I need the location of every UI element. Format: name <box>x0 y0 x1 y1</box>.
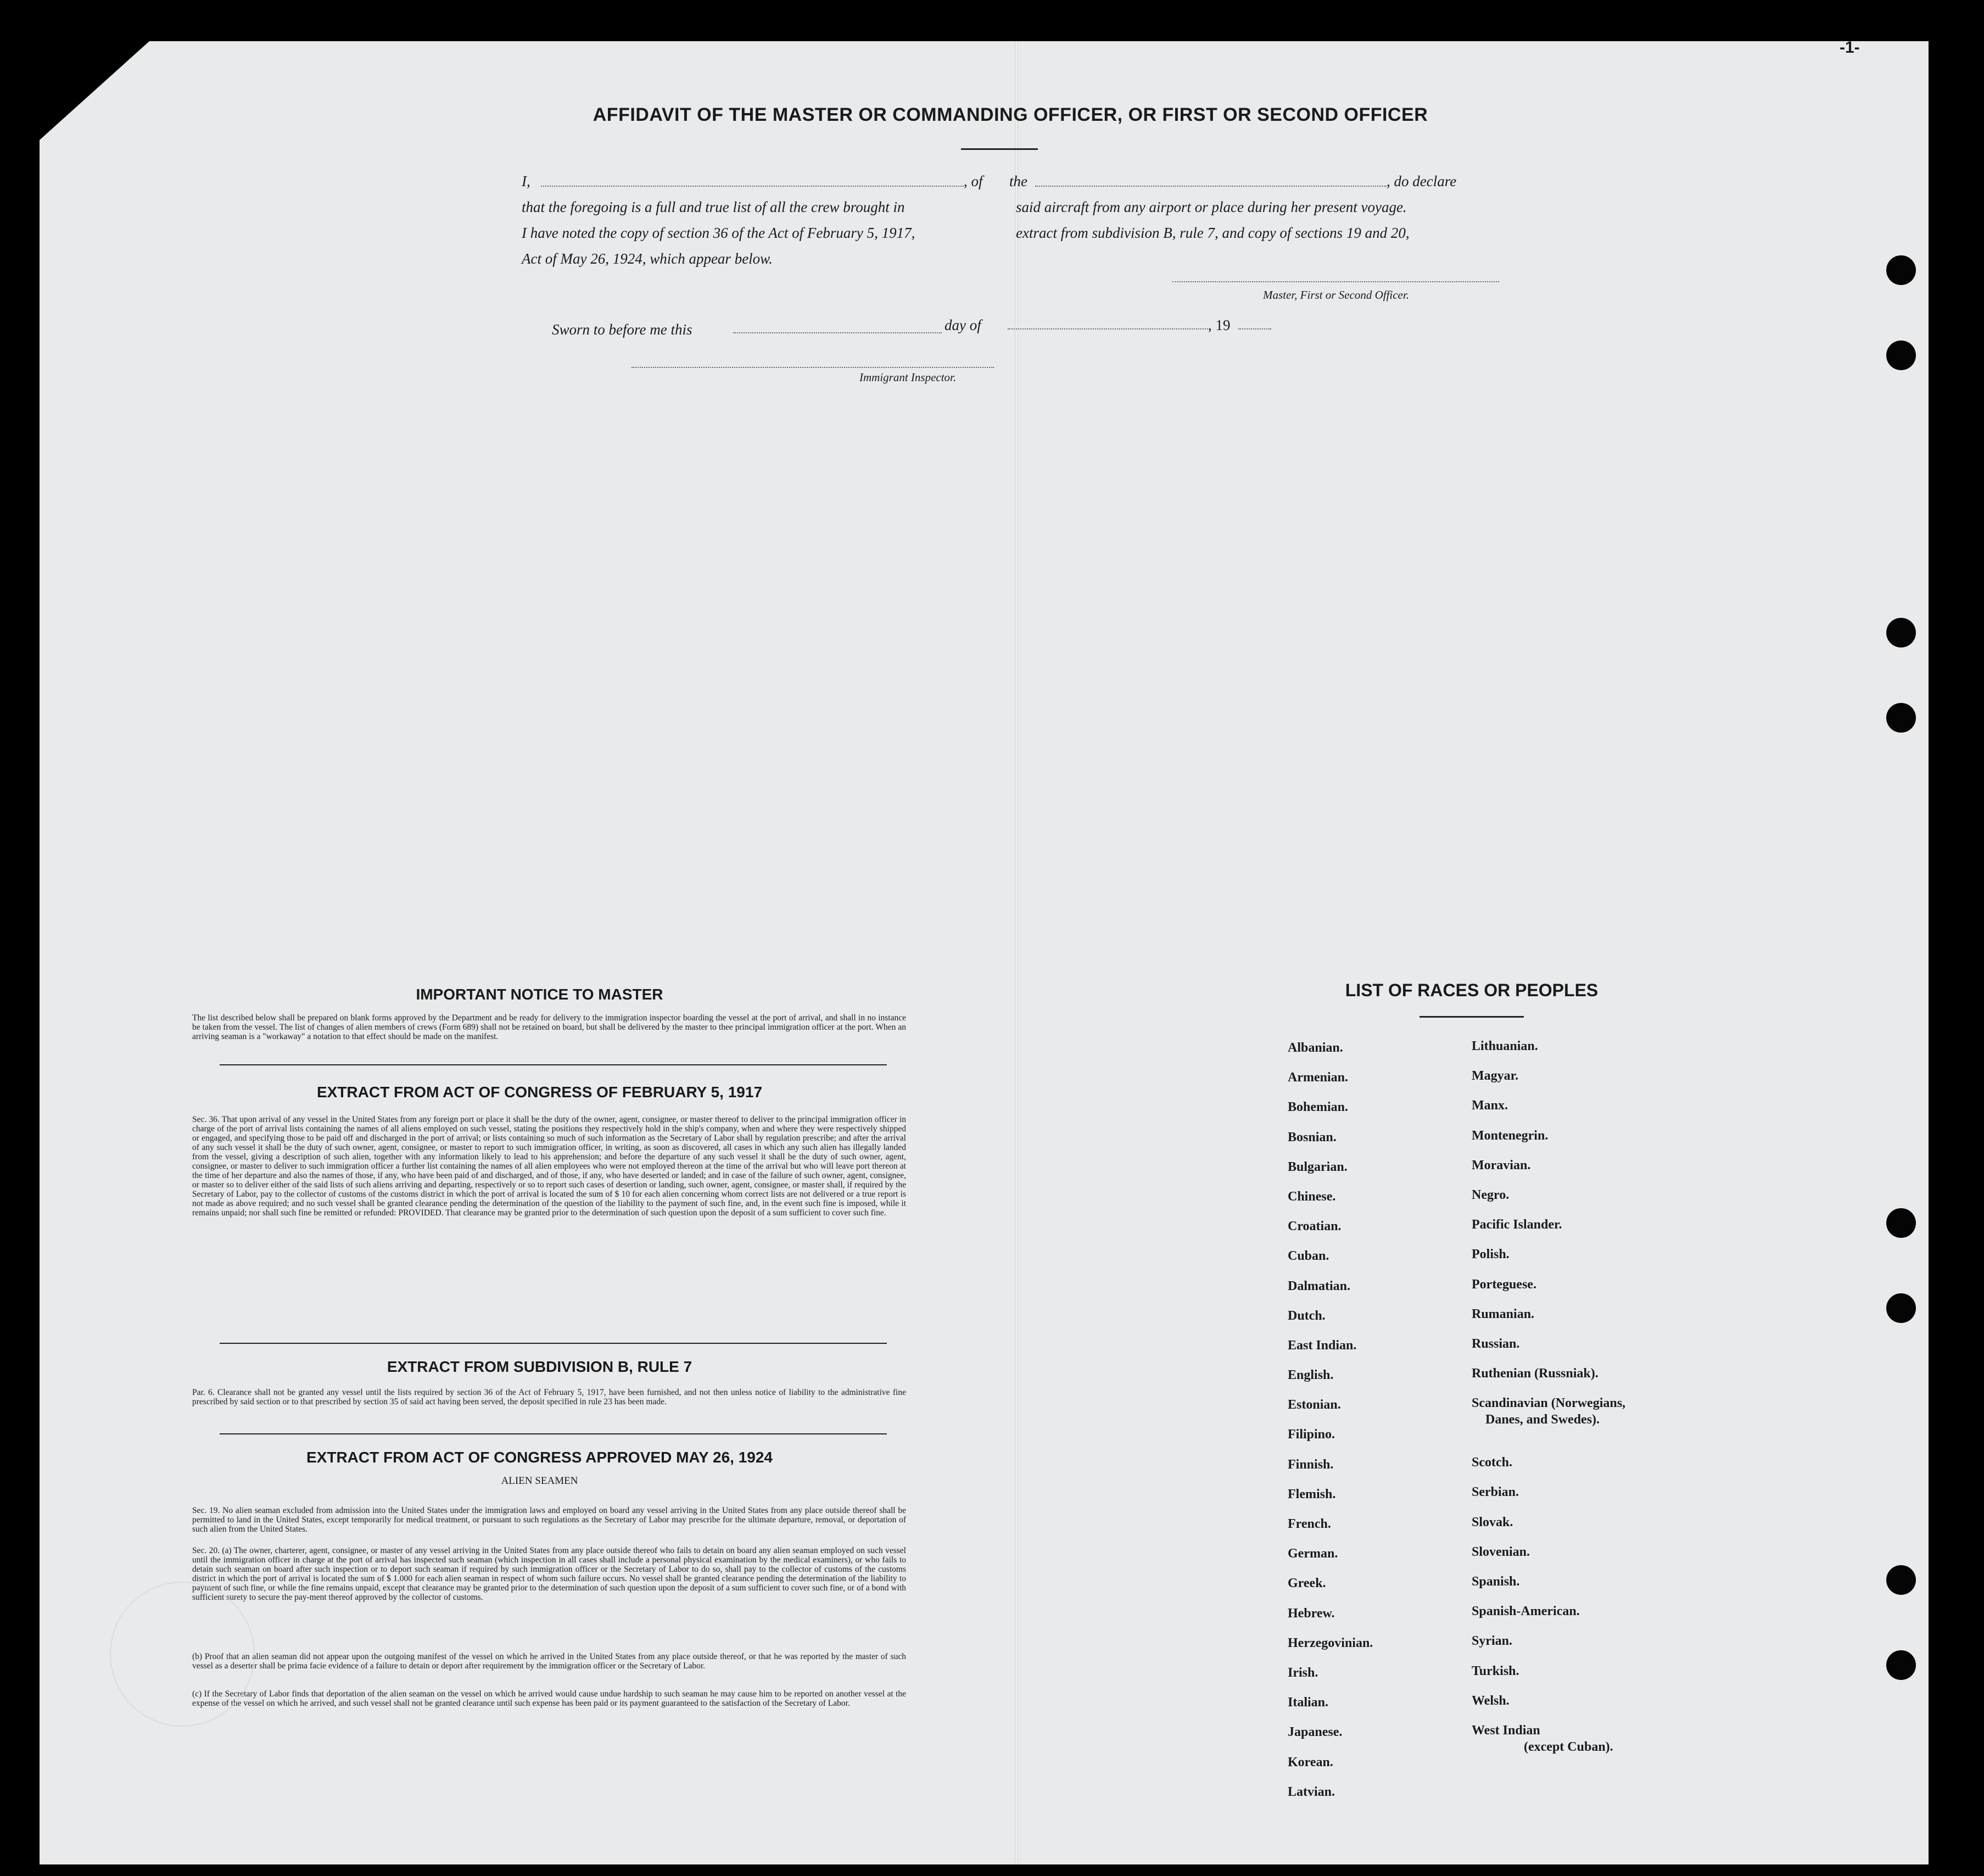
embossed-seal <box>110 1582 255 1727</box>
punch-hole <box>1886 255 1916 285</box>
races-rule <box>1419 1016 1524 1018</box>
affidavit-line2a: that the foregoing is a full and true list of all the crew brought in <box>522 199 905 215</box>
races-title: LIST OF RACES OR PEOPLES <box>1345 980 1599 1000</box>
master-signature-line <box>1172 281 1499 282</box>
extract-rule7-title: EXTRACT FROM SUBDIVISION B, RULE 7 <box>387 1358 692 1375</box>
race-item: Slovak. <box>1472 1515 1513 1529</box>
race-item: Ruthenian (Russniak). <box>1472 1366 1599 1381</box>
race-item: Albanian. <box>1288 1041 1343 1055</box>
extract-rule7-text: Par. 6. Clearance shall not be granted any vessel until the lists required by section 36 of the Act of February 5, 1917, have been furnished, and not then unless notice of liability to the administrative fine prescribed by said section or to that prescribed by section 35 of said act having been served, the deposit specified in rule 23 has been made. <box>192 1388 906 1406</box>
rule <box>220 1343 887 1344</box>
race-item: Rumanian. <box>1472 1307 1535 1321</box>
race-item: Armenian. <box>1288 1070 1348 1085</box>
race-item: Filipino. <box>1288 1427 1335 1442</box>
sworn-label: Sworn to before me this <box>552 321 692 338</box>
race-item: Serbian. <box>1472 1485 1519 1500</box>
title-rule <box>961 148 1038 150</box>
rule <box>220 1064 887 1065</box>
race-item: Japanese. <box>1288 1725 1343 1740</box>
race-item: Flemish. <box>1288 1487 1336 1501</box>
race-item: Dutch. <box>1288 1308 1326 1323</box>
extract-1917-title: EXTRACT FROM ACT OF CONGRESS OF FEBRUARY 5, 1917 <box>316 1084 763 1101</box>
punch-hole <box>1886 340 1916 370</box>
center-fold <box>1015 41 1018 1864</box>
extract-1924-sec20c: (c) If the Secretary of Labor finds that deportation of the alien seaman on the vessel on which he arrived would cause undue hardship to such seaman he may cause him to be reported on another vessel at the expense of the vessel on which he arrived, and such vessel shall not be granted clearance until such expense has been paid or its payment guaranteed to the satisfaction of the Secretary of Labor. <box>192 1689 906 1708</box>
race-item: Montenegrin. <box>1472 1128 1549 1143</box>
extract-1917-text: Sec. 36. That upon arrival of any vessel in the United States from any foreign port or place it shall be the duty of the owner, agent, consignee, or master thereof to deliver to the principal immigration officer in charge of the port of arrival lists containing the names of all aliens employed on such vessel, stating the positions they respectively hold in the ship's company, when and where they were respectively shipped or engaged, and specifying those to be paid off and discharged in the port of arrival; or lists containing so much of such information as the Secretary of Labor shall by regulation prescribe; and after the arrival of any such vessel it shall be the duty of such owner, agent, consignee, or master to report to such immigration officer, in writing, as soon as discovered, all cases in which any such alien has illegally landed from the vessel, giving a description of such alien, together with any information likely to lead to his apprehension; and before the departure of any such vessel it shall be the duty of such owner, agent, consignee, or master to deliver to such immigration officer a further list containing the names of all alien employees who were not employed thereon at the time of the arrival but who will leave port thereon at the time of her departure and also the names of those, if any, who have been paid of and discharged, and of those, if any, who have deserted or landed; and in case of the failure of such owner, agent, consignee, or master so to deliver either of the said lists of such aliens arriving and departing, respectively or so to report such cases of desertion or landing, such owner, agent, consignee, or master shall, if required by the Secretary of Labor, pay to the collector of customs of the customs district in which the port of arrival is located the sum of $ 10 for each alien concerning whom correct lists are not delivered or a true report is not made as above required; and no such vessel shall be granted clearance pending the determination of the question of the liability to the payment of such fine, and, in the event such fine is imposed, while it remains unpaid; nor shall such fine be remitted or refunded: PROVIDED. That clearance may be granted prior to the determination of such question upon the deposit of a sum sufficient to cover such fine. <box>192 1115 906 1218</box>
race-item: Porteguese. <box>1472 1277 1536 1292</box>
sworn-month-blank <box>1008 328 1208 330</box>
race-item: Cuban. <box>1288 1249 1329 1264</box>
race-item: Danes, and Swedes). <box>1485 1412 1600 1427</box>
race-item: Bosnian. <box>1288 1130 1337 1144</box>
race-item: Finnish. <box>1288 1457 1334 1472</box>
race-item: French. <box>1288 1517 1331 1531</box>
race-item: Turkish. <box>1472 1663 1519 1678</box>
affidavit-title: AFFIDAVIT OF THE MASTER OR COMMANDING OFFICER, OR FIRST OR SECOND OFFICER <box>593 104 1428 125</box>
race-item: Greek. <box>1288 1576 1326 1591</box>
extract-1924-sec19: Sec. 19. No alien seaman excluded from admission into the United States under the immigration laws and employed on board any vessel arriving in the United States from any place outside thereof shall be permitted to land in the United States, except temporarily for medical treatment, or pursuant to such regulations as the Secretary of Labor may prescribe for the ultimate departure, removal, or deportation of such alien from the United States. <box>192 1506 906 1534</box>
notice-title: IMPORTANT NOTICE TO MASTER <box>416 986 663 1003</box>
punch-hole <box>1886 703 1916 733</box>
races-left-column <box>1288 1041 1373 1814</box>
race-item: Latvian. <box>1288 1784 1335 1799</box>
races-right-column <box>1472 1039 1625 1769</box>
affidavit-line4: Act of May 26, 1924, which appear below. <box>522 250 773 267</box>
rule <box>220 1433 887 1434</box>
extract-1924-sec20a: Sec. 20. (a) The owner, charterer, agent, consignee, or master of any vessel arriving in the United States from any place outside thereof who fails to detain on board any alien seaman employed on such vessel until the immigration officer in charge at the port of arrival has inspected such seaman (which inspection in all cases shall include a personal physical examination by the medical examiners), or who fails to detain such seaman on board after such inspection or to deport such seaman if required by such immigration officer or the Secretary of Labor to do so, shall pay to the collector of customs of the customs district in which the port of arrival is located the sum of $ 1.000 for each alien seaman in respect of whom such failure occurs. No vessel shall be granted clearance pending the determination of the liability to payment of such fine, or while the fine remains unpaid, except that clearance may be granted prior to the determination of such question upon the deposit of a sum sufficient to cover such fine, or of a bond with sufficient surety to secure the pay-ment thereof approved by the collector of customs. <box>192 1546 906 1602</box>
race-item: Spanish. <box>1472 1575 1520 1589</box>
race-item: Magyar. <box>1472 1069 1519 1084</box>
affidavit-line3a: I have noted the copy of section 36 of the Act of February 5, 1917, <box>522 225 915 241</box>
affidavit-line2b: said aircraft from any airport or place during her present voyage. <box>1016 199 1407 215</box>
race-item: Croatian. <box>1288 1219 1342 1234</box>
race-item: Dalmatian. <box>1288 1278 1350 1293</box>
race-item: East Indian. <box>1288 1338 1357 1353</box>
race-item: (except Cuban). <box>1524 1739 1613 1754</box>
race-item: Polish. <box>1472 1247 1510 1262</box>
extract-1924-sec20b: (b) Proof that an alien seaman did not appear upon the outgoing manifest of the vessel on which he arrived in the United States from any place outside thereof, or that he was reported by the master of such vessel as a deserter shall be prima facie evidence of a failure to detain or deport after requirement by the immigration officer or the Secretary of Labor. <box>192 1652 906 1671</box>
race-item: Bohemian. <box>1288 1100 1349 1115</box>
extract-1924-subtitle: ALIEN SEAMEN <box>501 1475 578 1487</box>
race-item: Spanish-American. <box>1472 1604 1580 1619</box>
year-blank <box>1238 328 1271 330</box>
punch-hole <box>1886 618 1916 647</box>
race-item: Korean. <box>1288 1755 1333 1769</box>
notice-text: The list described below shall be prepared on blank forms approved by the Department and be ready for delivery to the immigration inspector boarding the vessel at the port of arrival, and shall in no instance be taken from the vessel. The list of changes of alien members of crews (Form 689) shall not be retained on board, but shall be delivered by the master to thee principal immigration officer at the port. When an arriving seaman is a "workaway" a notation to that effect should be made on the manifest. <box>192 1013 906 1041</box>
day-of-label: day of <box>945 317 981 333</box>
punch-hole <box>1886 1208 1916 1238</box>
race-item: West Indian <box>1472 1723 1540 1738</box>
race-item: Bulgarian. <box>1288 1159 1348 1174</box>
punch-hole <box>1886 1650 1916 1680</box>
extract-1924-title: EXTRACT FROM ACT OF CONGRESS APPROVED MAY 26, 1924 <box>306 1449 773 1466</box>
inspector-signature-line <box>631 367 994 368</box>
inspector-signature-label: Immigrant Inspector. <box>859 371 957 384</box>
name-blank <box>541 186 964 187</box>
race-item: Hebrew. <box>1288 1606 1335 1621</box>
punch-hole <box>1886 1565 1916 1595</box>
race-item: Estonian. <box>1288 1398 1341 1412</box>
affidavit-declare: , do declare <box>1387 173 1457 189</box>
affidavit-the: the <box>1009 173 1027 189</box>
race-item: Italian. <box>1288 1695 1329 1710</box>
race-item: Manx. <box>1472 1098 1508 1113</box>
race-item: Pacific Islander. <box>1472 1218 1562 1232</box>
year-label: , 19 <box>1208 317 1231 333</box>
affidavit-i: I, <box>522 173 530 189</box>
race-item: Irish. <box>1288 1665 1318 1680</box>
race-item: Scandinavian (Norwegians, <box>1472 1396 1626 1411</box>
race-item: Herzegovinian. <box>1288 1635 1373 1650</box>
punch-hole <box>1886 1293 1916 1323</box>
race-item: German. <box>1288 1546 1338 1561</box>
vessel-blank <box>1035 186 1387 187</box>
race-item: Scotch. <box>1472 1455 1512 1470</box>
folded-corner <box>40 41 149 140</box>
page-corner-mark: -1- <box>1840 38 1860 57</box>
race-item: Chinese. <box>1288 1189 1336 1204</box>
race-item: Moravian. <box>1472 1158 1531 1173</box>
race-item: English. <box>1288 1368 1334 1383</box>
race-item: Slovenian. <box>1472 1544 1530 1559</box>
affidavit-line3b: extract from subdivision B, rule 7, and copy of sections 19 and 20, <box>1016 225 1410 241</box>
affidavit-of: , of <box>964 173 983 189</box>
race-item: Russian. <box>1472 1336 1520 1351</box>
sworn-day-blank <box>733 332 942 333</box>
race-item: Negro. <box>1472 1187 1510 1202</box>
race-item: Syrian. <box>1472 1634 1513 1649</box>
race-item: Welsh. <box>1472 1693 1510 1708</box>
race-item: Lithuanian. <box>1472 1039 1538 1053</box>
master-signature-label: Master, First or Second Officer. <box>1263 288 1409 302</box>
